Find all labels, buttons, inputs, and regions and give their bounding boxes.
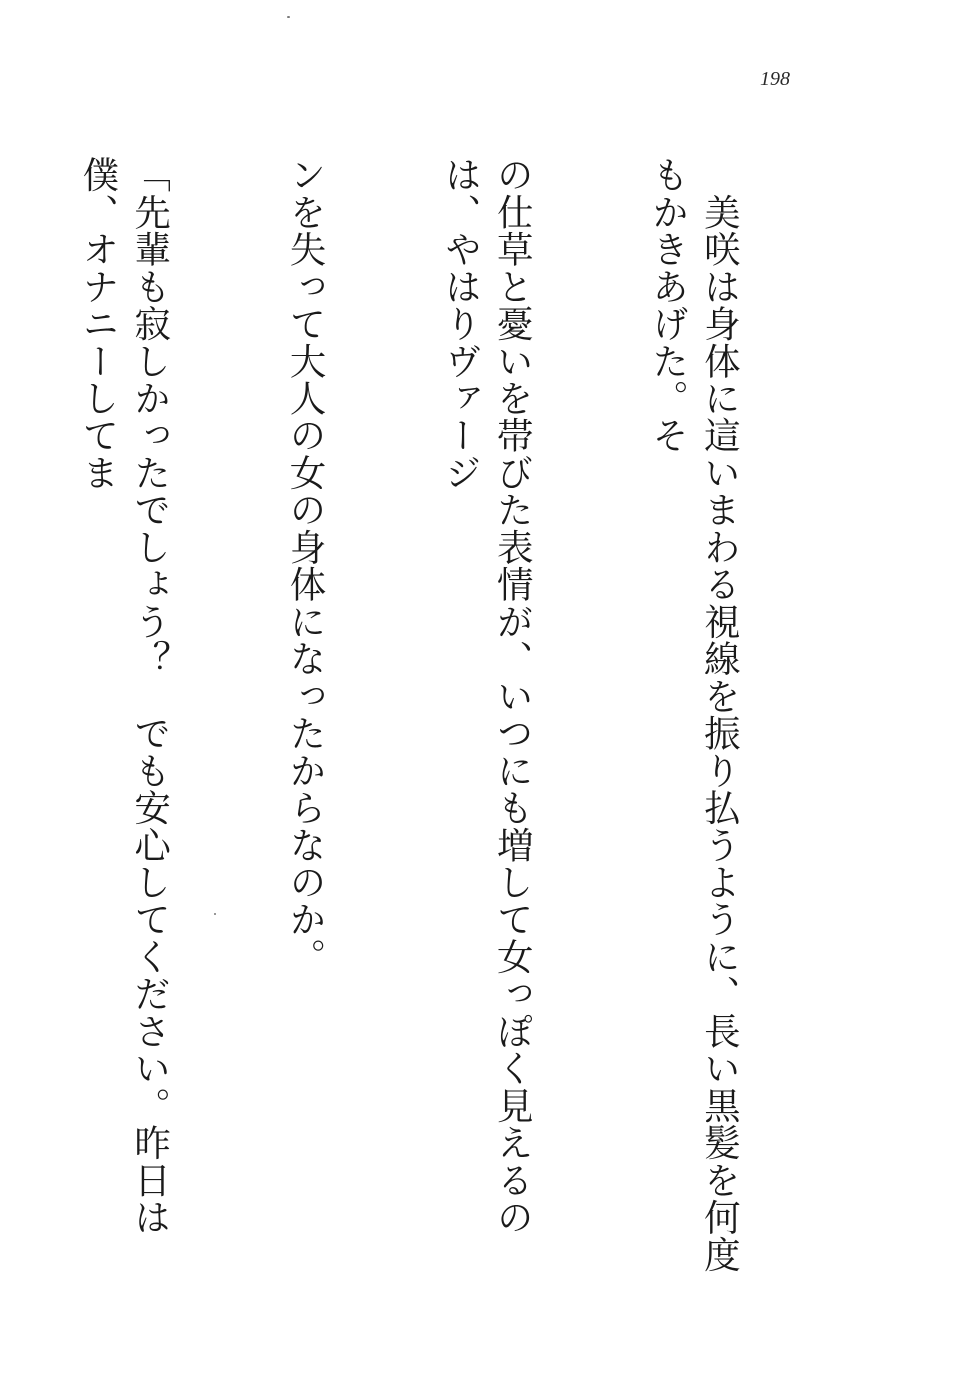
scan-speck (214, 913, 216, 915)
text-line: 美咲は身体に這いまわる視線を振り払うように、長い黒髪を何度もかきあげた。そ (646, 156, 742, 1273)
vertical-text-body (0, 156, 849, 1296)
text-line: の仕草と憂いを帯びた表情が、いつにも増して女っぽく見えるのは、やはりヴァージ (439, 156, 535, 1236)
scan-speck (287, 16, 290, 18)
text-line: 「先輩も寂しかったでしょう？ でも安心してください。昨日は僕、オナニーしてま (76, 156, 172, 1236)
text-line: ンを失って大人の女の身体になったからなのか。 (284, 156, 328, 976)
page-number: 198 (760, 68, 790, 90)
